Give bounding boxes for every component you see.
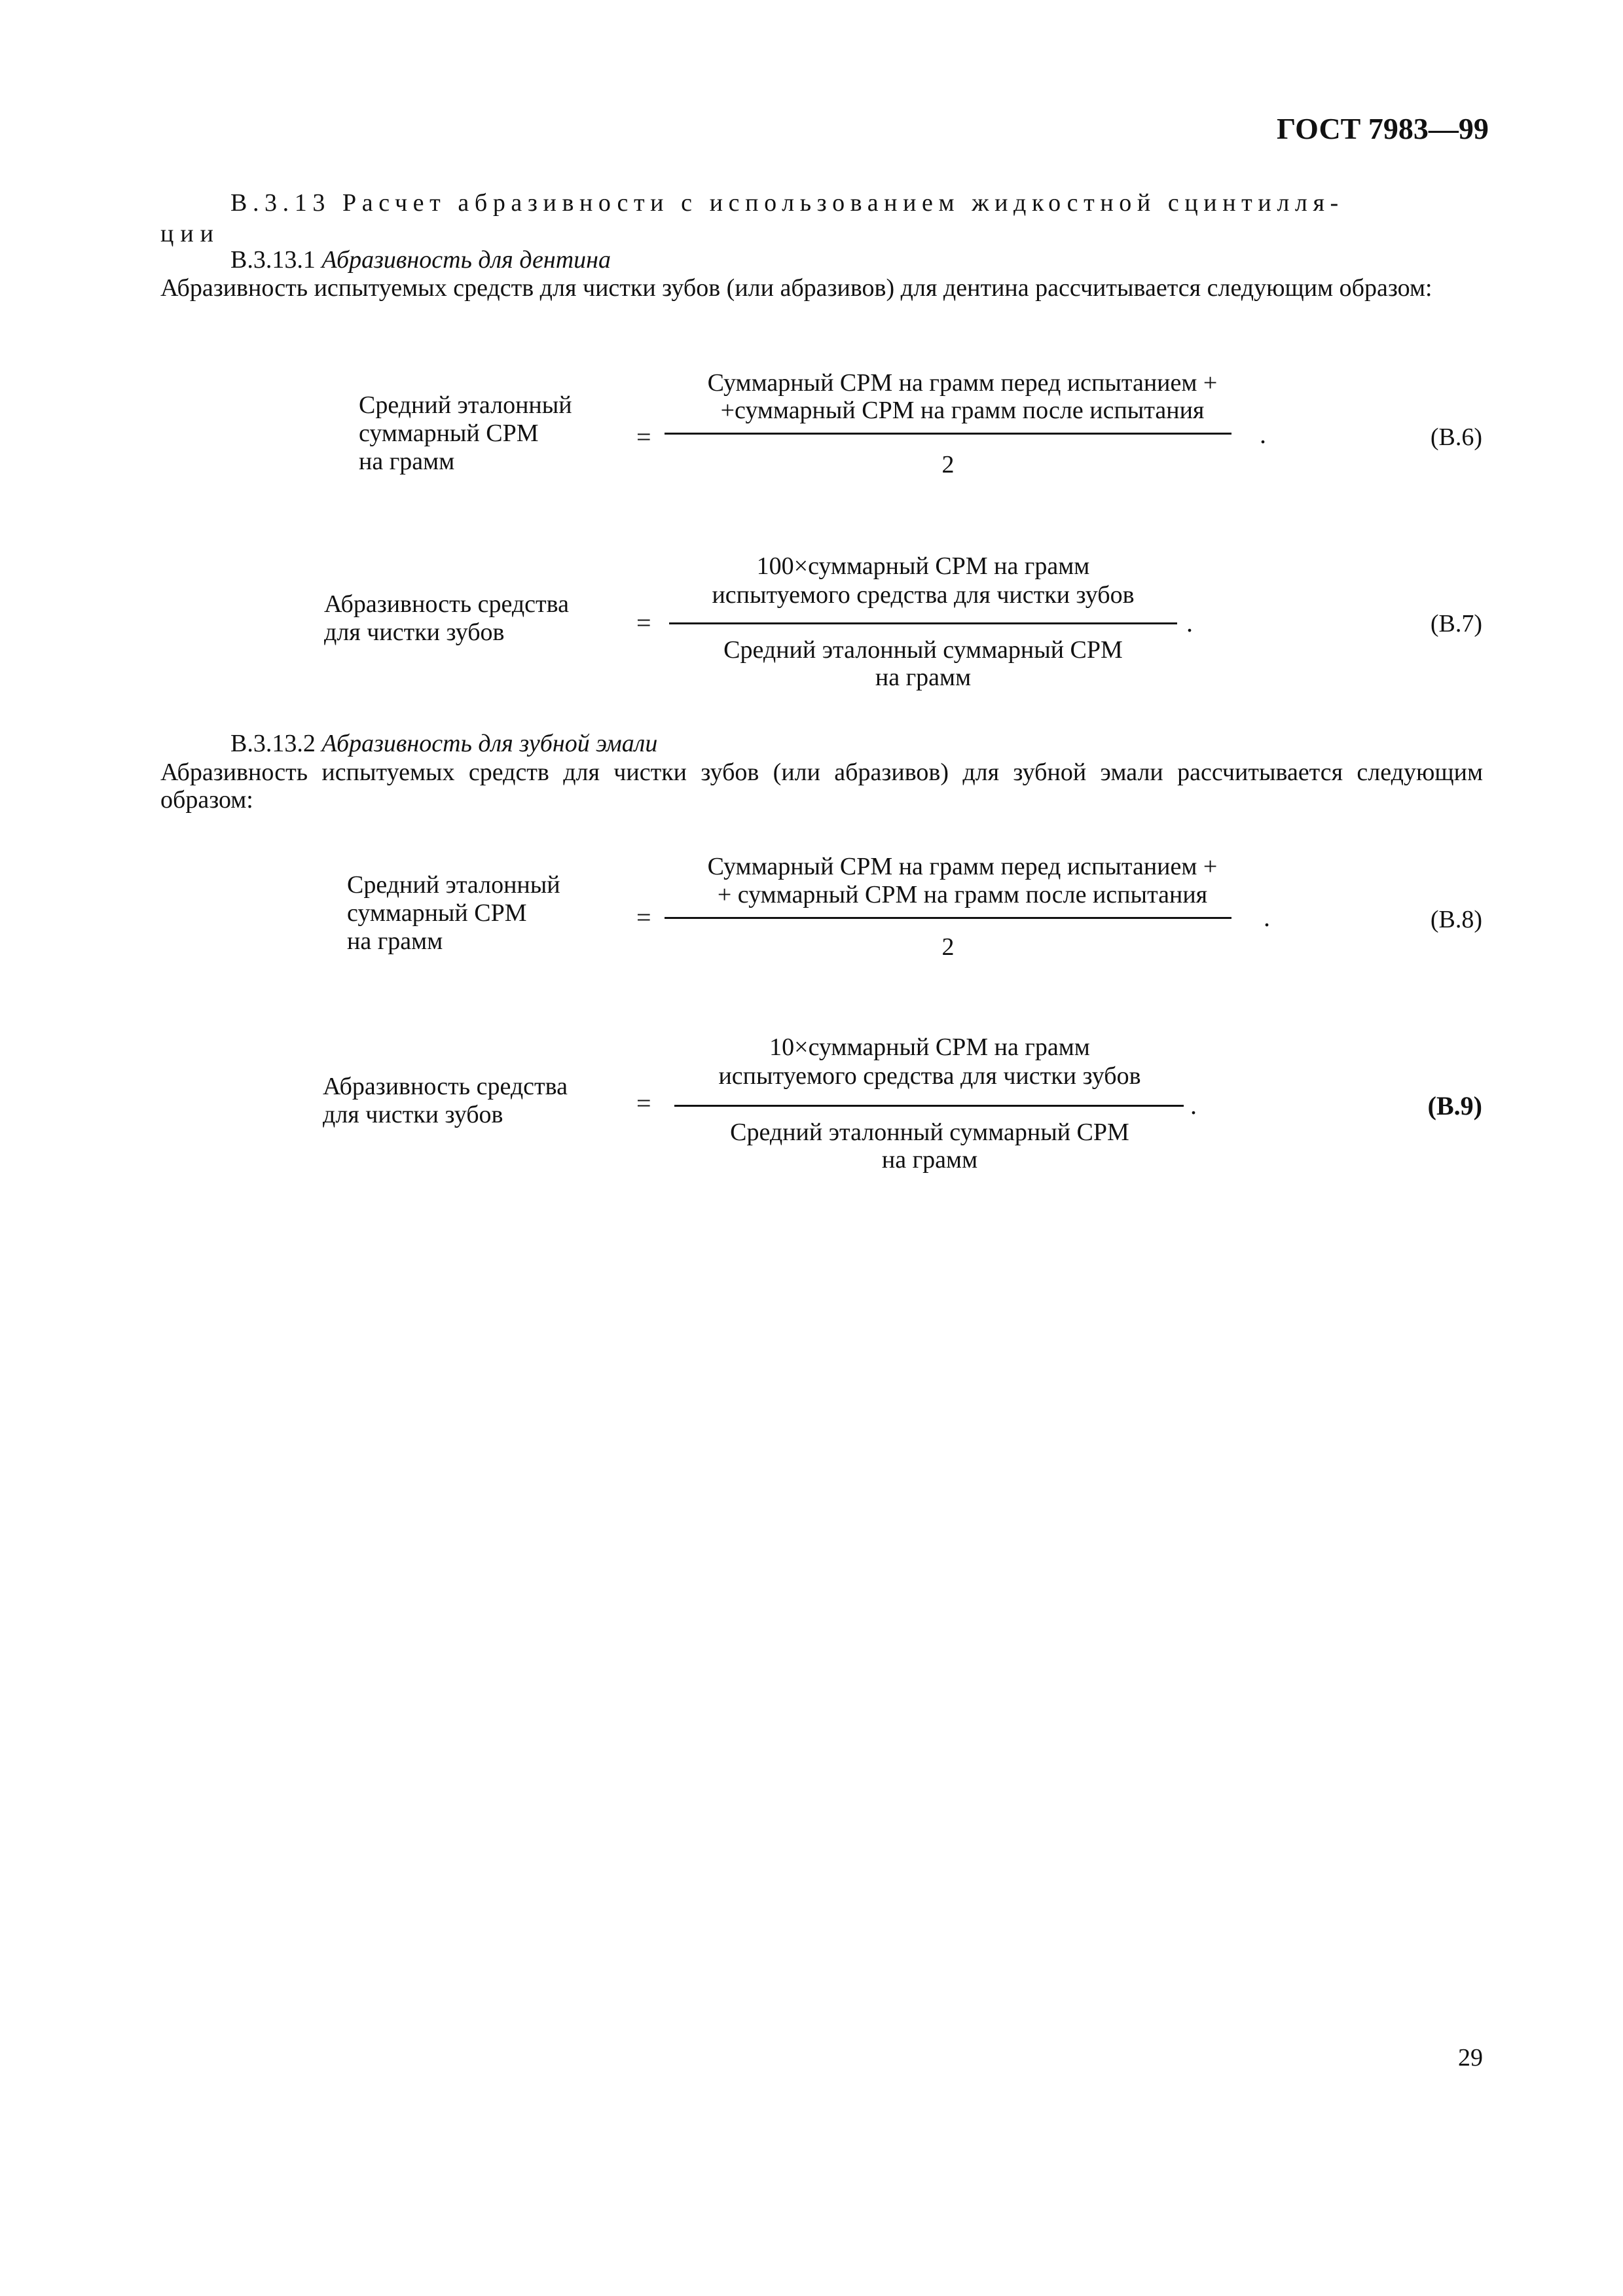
formula-period: .: [1186, 608, 1193, 637]
numerator-line: Суммарный СРМ на грамм перед испытанием +: [707, 853, 1218, 880]
numerator-line: Суммарный СРМ на грамм перед испытанием +: [707, 369, 1218, 397]
formula-left-label: [359, 393, 572, 477]
fraction-bar: [674, 1105, 1184, 1107]
page-number: 29: [1458, 2044, 1483, 2072]
document-id: ГОСТ 7983—99: [1277, 112, 1489, 145]
label-line: суммарный СРМ: [359, 420, 539, 447]
label-line: для чистки зубов: [323, 1101, 503, 1128]
numerator-line: испытуемого средства для чистки зубов: [712, 581, 1135, 609]
subsection-number: В.3.13.1: [230, 246, 316, 274]
equals-sign: =: [636, 1088, 651, 1118]
formula-period: .: [1260, 420, 1266, 449]
subsection-title: Абразивность для дентина: [321, 246, 611, 274]
formula-period: .: [1264, 903, 1270, 932]
paragraph-enamel: Абразивность испытуемых средств для чистки зубов (или абразивов) для зубной эмали рассчитывается следующим образом:: [160, 759, 1483, 814]
section-title: В.3.13 Расчет абразивности с использованием жидкостной сцинтилля-: [230, 189, 1344, 217]
formula-number: (В.6): [1430, 423, 1482, 451]
label-line: Абразивность средства: [323, 1073, 568, 1100]
denominator-line: 2: [941, 933, 955, 961]
subsection-number: В.3.13.2: [230, 730, 316, 757]
section-title-continuation: ции: [160, 220, 221, 247]
denominator-line: на грамм: [881, 1146, 978, 1174]
numerator-line: 10×суммарный СРМ на грамм: [769, 1033, 1090, 1061]
subsection-heading-enamel: [230, 730, 657, 758]
paragraph-dentin: Абразивность испытуемых средств для чистки зубов (или абразивов) для дентина рассчитывается следующим образом:: [160, 274, 1432, 302]
numerator-line: испытуемого средства для чистки зубов: [718, 1062, 1141, 1090]
equals-sign: =: [636, 903, 651, 932]
label-line: Средний эталонный: [347, 871, 560, 899]
label-line: Абразивность средства: [324, 590, 569, 618]
label-line: для чистки зубов: [324, 619, 505, 646]
formula-left-label: [323, 1074, 568, 1130]
formula-number: (В.7): [1430, 610, 1482, 637]
label-line: Средний эталонный: [359, 391, 572, 419]
formula-number: (В.8): [1430, 906, 1482, 933]
subsection-title: Абразивность для зубной эмали: [321, 730, 658, 757]
label-line: на грамм: [347, 927, 443, 955]
formula-period: .: [1190, 1090, 1197, 1120]
formula-left-label: [347, 872, 560, 957]
equals-sign: =: [636, 608, 651, 637]
denominator-line: Средний эталонный суммарный СРМ: [723, 636, 1123, 664]
numerator-line: + суммарный СРМ на грамм после испытания: [717, 881, 1208, 908]
label-line: на грамм: [359, 448, 455, 475]
denominator-line: 2: [941, 451, 955, 478]
fraction-bar: [665, 917, 1231, 919]
numerator-line: +суммарный СРМ на грамм после испытания: [720, 397, 1205, 424]
fraction-bar: [665, 433, 1231, 435]
denominator-line: на грамм: [875, 664, 972, 691]
numerator-line: 100×суммарный СРМ на грамм: [756, 552, 1090, 580]
label-line: суммарный СРМ: [347, 899, 527, 927]
subsection-heading-dentin: [230, 247, 611, 274]
formula-number: (В.9): [1427, 1091, 1482, 1121]
equals-sign: =: [636, 422, 651, 452]
formula-left-label: [324, 592, 569, 648]
denominator-line: Средний эталонный суммарный СРМ: [730, 1119, 1129, 1146]
fraction-bar: [669, 622, 1177, 624]
